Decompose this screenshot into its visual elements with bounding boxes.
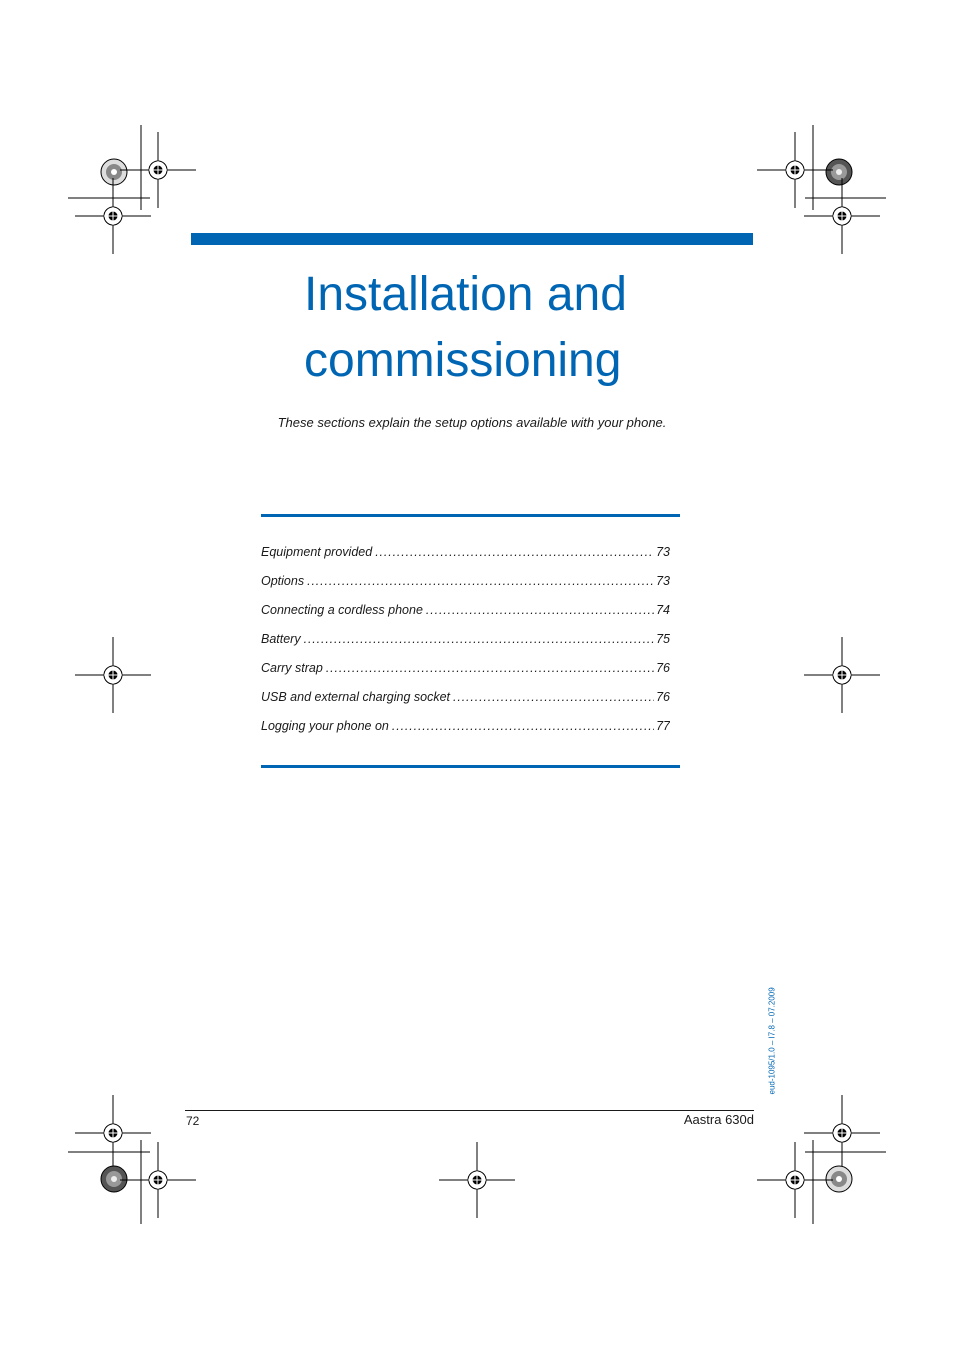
- toc-leader-dots: [392, 715, 654, 737]
- toc-bottom-rule: [261, 765, 680, 768]
- toc-entry-label: Connecting a cordless phone: [261, 603, 423, 617]
- star-target-icon: [826, 159, 852, 185]
- toc-entry-page: 76: [656, 690, 670, 704]
- chapter-title-line1: Installation and: [304, 268, 627, 321]
- crosshair-icon: [804, 1095, 880, 1171]
- toc-entry-page: 77: [656, 719, 670, 733]
- toc-entry-label: Equipment provided: [261, 545, 373, 559]
- toc-entry-page: 73: [656, 574, 670, 588]
- toc-entry[interactable]: [261, 541, 670, 570]
- chapter-intro: These sections explain the setup options available with your phone.: [277, 415, 667, 430]
- toc-entry-label: USB and external charging socket: [261, 690, 450, 704]
- toc-leader-dots: [326, 657, 654, 679]
- product-name: Aastra 630d: [683, 1112, 754, 1127]
- crosshair-icon: [75, 1095, 151, 1171]
- document-code: eud-1095/1.0 – I7.8 – 07.2009: [767, 987, 777, 1095]
- chapter-title-line2: commissioning: [304, 334, 622, 387]
- toc-leader-dots: [426, 599, 654, 621]
- toc-leader-dots: [453, 686, 654, 708]
- crosshair-icon: [757, 132, 833, 208]
- toc-leader-dots: [375, 541, 654, 563]
- toc-entry-page: 75: [656, 632, 670, 646]
- toc-leader-dots: [307, 570, 654, 592]
- toc-entry-label: Battery: [261, 632, 301, 646]
- toc-entry-label: Options: [261, 574, 305, 588]
- toc-entry[interactable]: [261, 570, 670, 599]
- toc-top-rule: [261, 514, 680, 517]
- toc-entry[interactable]: [261, 715, 670, 744]
- crosshair-icon: [75, 637, 151, 713]
- toc-entry-label: Logging your phone on: [261, 719, 389, 733]
- footer-rule: [185, 1110, 754, 1111]
- chapter-title: [304, 262, 864, 394]
- toc-entry-page: 73: [656, 545, 670, 559]
- toc-entry-page: 74: [656, 603, 670, 617]
- chapter-header-bar: [191, 233, 753, 245]
- crosshair-icon: [120, 132, 196, 208]
- star-target-icon: [101, 159, 127, 185]
- toc-entry[interactable]: [261, 686, 670, 715]
- star-target-icon: [826, 1166, 852, 1192]
- page-number: 72: [186, 1114, 200, 1128]
- crosshair-icon: [120, 1142, 196, 1218]
- toc-entry-page: 76: [656, 661, 670, 675]
- toc-entry[interactable]: [261, 599, 670, 628]
- star-target-icon: [101, 1166, 127, 1192]
- toc-entry[interactable]: [261, 628, 670, 657]
- crosshair-icon: [804, 178, 880, 254]
- crosshair-icon: [75, 178, 151, 254]
- toc-entry-label: Carry strap: [261, 661, 323, 675]
- crosshair-icon: [757, 1142, 833, 1218]
- crosshair-icon: [439, 1142, 515, 1218]
- crosshair-icon: [804, 637, 880, 713]
- table-of-contents: [261, 541, 670, 744]
- toc-leader-dots: [304, 628, 654, 650]
- toc-entry[interactable]: [261, 657, 670, 686]
